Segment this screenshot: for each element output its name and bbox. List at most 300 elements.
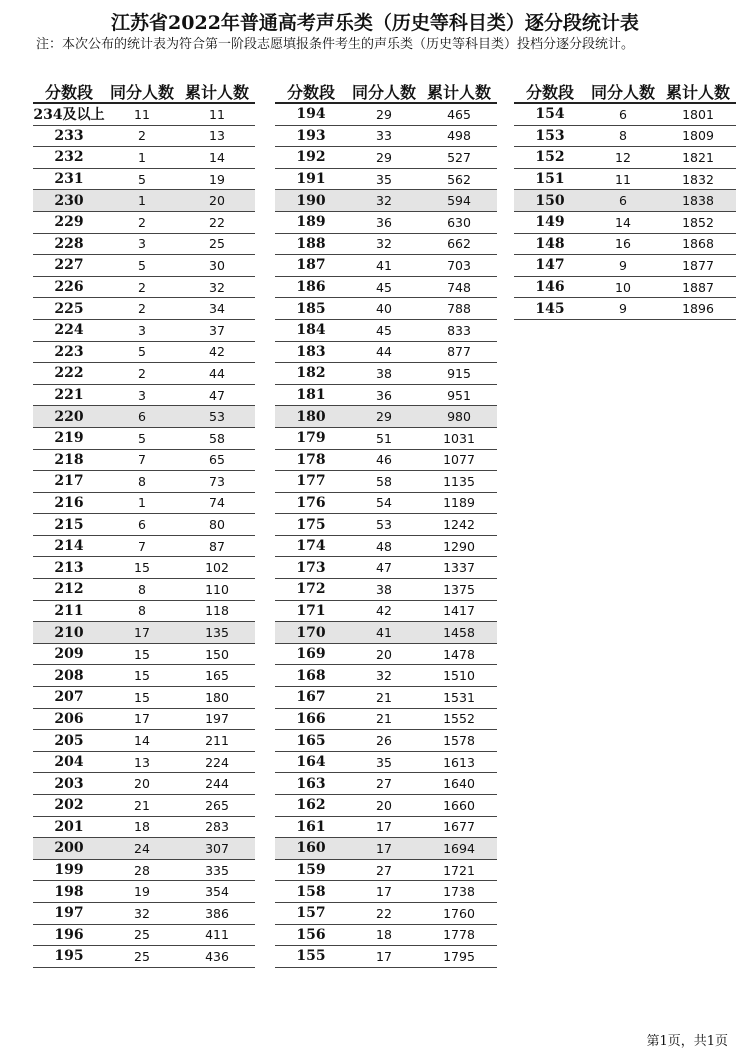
cumulative-cell: 1868 bbox=[682, 236, 714, 252]
score-cell: 165 bbox=[296, 732, 326, 749]
table-row bbox=[33, 687, 255, 709]
table-row bbox=[33, 557, 255, 579]
cumulative-cell: 1738 bbox=[443, 884, 475, 900]
table-row bbox=[275, 385, 497, 407]
table-row bbox=[275, 557, 497, 579]
score-cell: 215 bbox=[54, 516, 84, 533]
cumulative-cell: 630 bbox=[447, 214, 471, 230]
cumulative-cell: 1290 bbox=[443, 538, 475, 554]
cumulative-cell: 1531 bbox=[443, 689, 475, 705]
table-row bbox=[33, 773, 255, 795]
cumulative-cell: 58 bbox=[209, 430, 225, 446]
cumulative-cell: 1242 bbox=[443, 517, 475, 533]
cumulative-cell: 150 bbox=[205, 646, 229, 662]
table-row bbox=[275, 104, 497, 126]
table-row bbox=[275, 687, 497, 709]
same-count-cell: 33 bbox=[376, 128, 392, 144]
score-cell: 180 bbox=[296, 408, 326, 425]
cumulative-cell: 244 bbox=[205, 776, 229, 792]
same-count-cell: 36 bbox=[376, 214, 392, 230]
same-count-cell: 32 bbox=[134, 905, 150, 921]
same-count-cell: 21 bbox=[134, 797, 150, 813]
cumulative-cell: 833 bbox=[447, 322, 471, 338]
same-count-cell: 18 bbox=[134, 819, 150, 835]
score-cell: 229 bbox=[54, 214, 84, 231]
cumulative-cell: 788 bbox=[447, 301, 471, 317]
same-count-cell: 35 bbox=[376, 754, 392, 770]
table-column-3 bbox=[514, 80, 736, 320]
score-cell: 193 bbox=[296, 127, 326, 144]
score-cell: 199 bbox=[54, 862, 84, 879]
same-count-cell: 54 bbox=[376, 495, 392, 511]
same-count-cell: 42 bbox=[376, 603, 392, 619]
same-count-cell: 25 bbox=[134, 948, 150, 964]
same-count-cell: 18 bbox=[376, 927, 392, 943]
table-body bbox=[514, 104, 736, 320]
cumulative-cell: 1135 bbox=[443, 473, 475, 489]
score-cell: 204 bbox=[54, 754, 84, 771]
cumulative-cell: 1760 bbox=[443, 905, 475, 921]
cumulative-cell: 951 bbox=[447, 387, 471, 403]
same-count-cell: 19 bbox=[134, 884, 150, 900]
cumulative-cell: 1887 bbox=[682, 279, 714, 295]
same-count-cell: 5 bbox=[138, 344, 146, 360]
score-cell: 161 bbox=[296, 818, 326, 835]
score-cell: 207 bbox=[54, 689, 84, 706]
same-count-cell: 41 bbox=[376, 625, 392, 641]
table-row bbox=[275, 838, 497, 860]
table-row bbox=[275, 471, 497, 493]
same-count-cell: 17 bbox=[376, 884, 392, 900]
cumulative-cell: 465 bbox=[447, 106, 471, 122]
same-count-cell: 5 bbox=[138, 257, 146, 273]
table-row bbox=[33, 450, 255, 472]
table-row bbox=[33, 601, 255, 623]
same-count-cell: 1 bbox=[138, 495, 146, 511]
table-row bbox=[275, 126, 497, 148]
cumulative-cell: 1877 bbox=[682, 257, 714, 273]
score-cell: 226 bbox=[54, 279, 84, 296]
cumulative-cell: 110 bbox=[205, 581, 229, 597]
cumulative-cell: 1660 bbox=[443, 797, 475, 813]
table-row bbox=[275, 752, 497, 774]
cumulative-cell: 1478 bbox=[443, 646, 475, 662]
score-cell: 166 bbox=[296, 710, 326, 727]
table-row bbox=[33, 730, 255, 752]
score-cell: 183 bbox=[296, 343, 326, 360]
table-row bbox=[514, 147, 736, 169]
same-count-cell: 17 bbox=[376, 819, 392, 835]
table-row bbox=[275, 795, 497, 817]
cumulative-cell: 42 bbox=[209, 344, 225, 360]
score-cell: 216 bbox=[54, 494, 84, 511]
table-row bbox=[33, 190, 255, 212]
score-cell: 160 bbox=[296, 840, 326, 857]
table-row bbox=[514, 190, 736, 212]
score-cell: 228 bbox=[54, 235, 84, 252]
table-row bbox=[33, 881, 255, 903]
cumulative-cell: 22 bbox=[209, 214, 225, 230]
score-cell: 198 bbox=[54, 883, 84, 900]
score-cell: 146 bbox=[535, 279, 565, 296]
score-cell: 173 bbox=[296, 559, 326, 576]
table-row bbox=[33, 644, 255, 666]
cumulative-cell: 527 bbox=[447, 149, 471, 165]
score-cell: 210 bbox=[54, 624, 84, 641]
score-cell: 145 bbox=[535, 300, 565, 317]
same-count-cell: 48 bbox=[376, 538, 392, 554]
cumulative-cell: 915 bbox=[447, 365, 471, 381]
same-count-cell: 12 bbox=[615, 149, 631, 165]
cumulative-cell: 14 bbox=[209, 149, 225, 165]
cumulative-cell: 25 bbox=[209, 236, 225, 252]
score-cell: 221 bbox=[54, 387, 84, 404]
same-count-cell: 17 bbox=[134, 625, 150, 641]
table-row bbox=[33, 471, 255, 493]
cumulative-cell: 1613 bbox=[443, 754, 475, 770]
cumulative-cell: 180 bbox=[205, 689, 229, 705]
table-row bbox=[33, 946, 255, 968]
score-cell: 192 bbox=[296, 149, 326, 166]
page-footer: 第1页，共1页 bbox=[646, 1034, 728, 1049]
table-row bbox=[275, 709, 497, 731]
table-row bbox=[275, 450, 497, 472]
same-count-cell: 20 bbox=[134, 776, 150, 792]
score-cell: 206 bbox=[54, 710, 84, 727]
cumulative-cell: 498 bbox=[447, 128, 471, 144]
table-row bbox=[33, 255, 255, 277]
table-header bbox=[514, 80, 736, 104]
cumulative-cell: 19 bbox=[209, 171, 225, 187]
cumulative-cell: 283 bbox=[205, 819, 229, 835]
score-cell: 162 bbox=[296, 797, 326, 814]
cumulative-cell: 436 bbox=[205, 948, 229, 964]
header-cumulative: 累计人数 bbox=[184, 82, 249, 102]
table-row bbox=[275, 881, 497, 903]
score-cell: 148 bbox=[535, 235, 565, 252]
cumulative-cell: 74 bbox=[209, 495, 225, 511]
table-body bbox=[275, 104, 497, 968]
score-cell: 182 bbox=[296, 365, 326, 382]
cumulative-cell: 1821 bbox=[682, 149, 714, 165]
table-row bbox=[33, 320, 255, 342]
score-cell: 150 bbox=[535, 192, 565, 209]
same-count-cell: 36 bbox=[376, 387, 392, 403]
cumulative-cell: 1801 bbox=[682, 106, 714, 122]
table-row bbox=[514, 277, 736, 299]
cumulative-cell: 1552 bbox=[443, 711, 475, 727]
score-cell: 176 bbox=[296, 494, 326, 511]
score-cell: 202 bbox=[54, 797, 84, 814]
same-count-cell: 46 bbox=[376, 452, 392, 468]
cumulative-cell: 307 bbox=[205, 840, 229, 856]
same-count-cell: 15 bbox=[134, 646, 150, 662]
table-note: 注：本次公布的统计表为符合第一阶段志愿填报条件考生的声乐类（历史等科目类）投档分逐分段统计。 bbox=[36, 37, 635, 52]
table-row bbox=[275, 234, 497, 256]
cumulative-cell: 102 bbox=[205, 560, 229, 576]
score-cell: 172 bbox=[296, 581, 326, 598]
same-count-cell: 38 bbox=[376, 581, 392, 597]
score-cell: 225 bbox=[54, 300, 84, 317]
cumulative-cell: 37 bbox=[209, 322, 225, 338]
score-cell: 174 bbox=[296, 538, 326, 555]
same-count-cell: 6 bbox=[138, 409, 146, 425]
cumulative-cell: 32 bbox=[209, 279, 225, 295]
same-count-cell: 44 bbox=[376, 344, 392, 360]
table-row bbox=[514, 255, 736, 277]
table-body bbox=[33, 104, 255, 968]
table-header bbox=[275, 80, 497, 104]
score-cell: 200 bbox=[54, 840, 84, 857]
cumulative-cell: 44 bbox=[209, 365, 225, 381]
same-count-cell: 8 bbox=[619, 128, 627, 144]
table-row bbox=[275, 493, 497, 515]
header-score: 分数段 bbox=[525, 82, 574, 102]
score-cell: 222 bbox=[54, 365, 84, 382]
cumulative-cell: 118 bbox=[205, 603, 229, 619]
table-row bbox=[275, 169, 497, 191]
same-count-cell: 29 bbox=[376, 409, 392, 425]
same-count-cell: 32 bbox=[376, 193, 392, 209]
same-count-cell: 3 bbox=[138, 236, 146, 252]
header-cumulative: 累计人数 bbox=[665, 82, 730, 102]
same-count-cell: 7 bbox=[138, 452, 146, 468]
cumulative-cell: 11 bbox=[209, 106, 225, 122]
score-cell: 234及以上 bbox=[33, 107, 105, 124]
cumulative-cell: 1375 bbox=[443, 581, 475, 597]
score-cell: 211 bbox=[54, 602, 84, 619]
same-count-cell: 15 bbox=[134, 560, 150, 576]
table-row bbox=[33, 212, 255, 234]
cumulative-cell: 224 bbox=[205, 754, 229, 770]
score-cell: 233 bbox=[54, 127, 84, 144]
score-cell: 203 bbox=[54, 775, 84, 792]
score-cell: 217 bbox=[54, 473, 84, 490]
score-cell: 147 bbox=[535, 257, 565, 274]
score-cell: 189 bbox=[296, 214, 326, 231]
score-cell: 159 bbox=[296, 862, 326, 879]
same-count-cell: 17 bbox=[134, 711, 150, 727]
score-cell: 153 bbox=[535, 127, 565, 144]
cumulative-cell: 135 bbox=[205, 625, 229, 641]
cumulative-cell: 1510 bbox=[443, 668, 475, 684]
score-cell: 227 bbox=[54, 257, 84, 274]
score-cell: 175 bbox=[296, 516, 326, 533]
same-count-cell: 8 bbox=[138, 473, 146, 489]
same-count-cell: 9 bbox=[619, 257, 627, 273]
table-row bbox=[33, 622, 255, 644]
table-row bbox=[275, 946, 497, 968]
cumulative-cell: 65 bbox=[209, 452, 225, 468]
same-count-cell: 7 bbox=[138, 538, 146, 554]
same-count-cell: 51 bbox=[376, 430, 392, 446]
cumulative-cell: 80 bbox=[209, 517, 225, 533]
cumulative-cell: 20 bbox=[209, 193, 225, 209]
table-row bbox=[275, 903, 497, 925]
table-row bbox=[275, 817, 497, 839]
same-count-cell: 1 bbox=[138, 149, 146, 165]
cumulative-cell: 562 bbox=[447, 171, 471, 187]
score-cell: 187 bbox=[296, 257, 326, 274]
same-count-cell: 45 bbox=[376, 322, 392, 338]
same-count-cell: 14 bbox=[615, 214, 631, 230]
cumulative-cell: 411 bbox=[205, 927, 229, 943]
table-row bbox=[275, 773, 497, 795]
cumulative-cell: 662 bbox=[447, 236, 471, 252]
same-count-cell: 6 bbox=[138, 517, 146, 533]
cumulative-cell: 1031 bbox=[443, 430, 475, 446]
cumulative-cell: 73 bbox=[209, 473, 225, 489]
table-row bbox=[275, 190, 497, 212]
score-cell: 177 bbox=[296, 473, 326, 490]
score-cell: 152 bbox=[535, 149, 565, 166]
same-count-cell: 21 bbox=[376, 711, 392, 727]
header-score: 分数段 bbox=[44, 82, 93, 102]
score-cell: 219 bbox=[54, 430, 84, 447]
score-cell: 188 bbox=[296, 235, 326, 252]
same-count-cell: 2 bbox=[138, 365, 146, 381]
header-score: 分数段 bbox=[286, 82, 335, 102]
score-cell: 168 bbox=[296, 667, 326, 684]
table-row bbox=[33, 342, 255, 364]
cumulative-cell: 1832 bbox=[682, 171, 714, 187]
table-row bbox=[33, 709, 255, 731]
header-same-count: 同分人数 bbox=[590, 82, 655, 102]
same-count-cell: 2 bbox=[138, 301, 146, 317]
cumulative-cell: 1795 bbox=[443, 948, 475, 964]
score-cell: 214 bbox=[54, 538, 84, 555]
score-cell: 201 bbox=[54, 818, 84, 835]
score-cell: 179 bbox=[296, 430, 326, 447]
header-same-count: 同分人数 bbox=[109, 82, 174, 102]
table-row bbox=[275, 514, 497, 536]
score-cell: 156 bbox=[296, 926, 326, 943]
same-count-cell: 40 bbox=[376, 301, 392, 317]
table-row bbox=[33, 406, 255, 428]
table-row bbox=[275, 277, 497, 299]
score-cell: 232 bbox=[54, 149, 84, 166]
cumulative-cell: 197 bbox=[205, 711, 229, 727]
score-cell: 208 bbox=[54, 667, 84, 684]
cumulative-cell: 1852 bbox=[682, 214, 714, 230]
table-row bbox=[275, 665, 497, 687]
cumulative-cell: 980 bbox=[447, 409, 471, 425]
cumulative-cell: 165 bbox=[205, 668, 229, 684]
cumulative-cell: 386 bbox=[205, 905, 229, 921]
same-count-cell: 8 bbox=[138, 603, 146, 619]
score-cell: 213 bbox=[54, 559, 84, 576]
same-count-cell: 58 bbox=[376, 473, 392, 489]
score-cell: 151 bbox=[535, 171, 565, 188]
score-cell: 157 bbox=[296, 905, 326, 922]
table-row bbox=[275, 730, 497, 752]
score-cell: 212 bbox=[54, 581, 84, 598]
same-count-cell: 14 bbox=[134, 733, 150, 749]
table-row bbox=[275, 925, 497, 947]
cumulative-cell: 1458 bbox=[443, 625, 475, 641]
same-count-cell: 53 bbox=[376, 517, 392, 533]
same-count-cell: 2 bbox=[138, 128, 146, 144]
score-cell: 194 bbox=[296, 106, 326, 123]
table-row bbox=[275, 212, 497, 234]
cumulative-cell: 748 bbox=[447, 279, 471, 295]
page-title: 江苏省2022年普通高考声乐类（历史等科目类）逐分段统计表 bbox=[111, 12, 639, 34]
same-count-cell: 2 bbox=[138, 279, 146, 295]
score-cell: 191 bbox=[296, 171, 326, 188]
cumulative-cell: 1640 bbox=[443, 776, 475, 792]
same-count-cell: 32 bbox=[376, 668, 392, 684]
cumulative-cell: 53 bbox=[209, 409, 225, 425]
table-row bbox=[275, 342, 497, 364]
same-count-cell: 17 bbox=[376, 840, 392, 856]
table-row bbox=[33, 126, 255, 148]
cumulative-cell: 1896 bbox=[682, 301, 714, 317]
table-row bbox=[33, 536, 255, 558]
cumulative-cell: 211 bbox=[205, 733, 229, 749]
same-count-cell: 26 bbox=[376, 733, 392, 749]
table-row bbox=[33, 147, 255, 169]
table-row bbox=[275, 428, 497, 450]
cumulative-cell: 1189 bbox=[443, 495, 475, 511]
table-row bbox=[33, 298, 255, 320]
score-cell: 149 bbox=[535, 214, 565, 231]
table-row bbox=[275, 255, 497, 277]
same-count-cell: 8 bbox=[138, 581, 146, 597]
table-row bbox=[33, 363, 255, 385]
table-row bbox=[33, 234, 255, 256]
table-row bbox=[275, 579, 497, 601]
same-count-cell: 3 bbox=[138, 387, 146, 403]
table-row bbox=[33, 579, 255, 601]
score-cell: 184 bbox=[296, 322, 326, 339]
same-count-cell: 10 bbox=[615, 279, 631, 295]
table-row bbox=[275, 406, 497, 428]
score-cell: 190 bbox=[296, 192, 326, 209]
same-count-cell: 13 bbox=[134, 754, 150, 770]
cumulative-cell: 1677 bbox=[443, 819, 475, 835]
same-count-cell: 22 bbox=[376, 905, 392, 921]
cumulative-cell: 87 bbox=[209, 538, 225, 554]
same-count-cell: 38 bbox=[376, 365, 392, 381]
same-count-cell: 29 bbox=[376, 106, 392, 122]
cumulative-cell: 1077 bbox=[443, 452, 475, 468]
score-cell: 220 bbox=[54, 408, 84, 425]
score-cell: 209 bbox=[54, 646, 84, 663]
table-row bbox=[33, 838, 255, 860]
table-row bbox=[514, 234, 736, 256]
score-cell: 195 bbox=[54, 948, 84, 965]
table-row bbox=[514, 126, 736, 148]
table-row bbox=[514, 169, 736, 191]
same-count-cell: 3 bbox=[138, 322, 146, 338]
score-cell: 169 bbox=[296, 646, 326, 663]
cumulative-cell: 1694 bbox=[443, 840, 475, 856]
score-cell: 230 bbox=[54, 192, 84, 209]
table-row bbox=[33, 385, 255, 407]
table-row bbox=[33, 169, 255, 191]
table-row bbox=[514, 212, 736, 234]
table-row bbox=[33, 925, 255, 947]
same-count-cell: 29 bbox=[376, 149, 392, 165]
cumulative-cell: 1337 bbox=[443, 560, 475, 576]
same-count-cell: 15 bbox=[134, 689, 150, 705]
score-cell: 167 bbox=[296, 689, 326, 706]
same-count-cell: 24 bbox=[134, 840, 150, 856]
same-count-cell: 9 bbox=[619, 301, 627, 317]
table-header bbox=[33, 80, 255, 104]
same-count-cell: 20 bbox=[376, 797, 392, 813]
table-row bbox=[33, 428, 255, 450]
